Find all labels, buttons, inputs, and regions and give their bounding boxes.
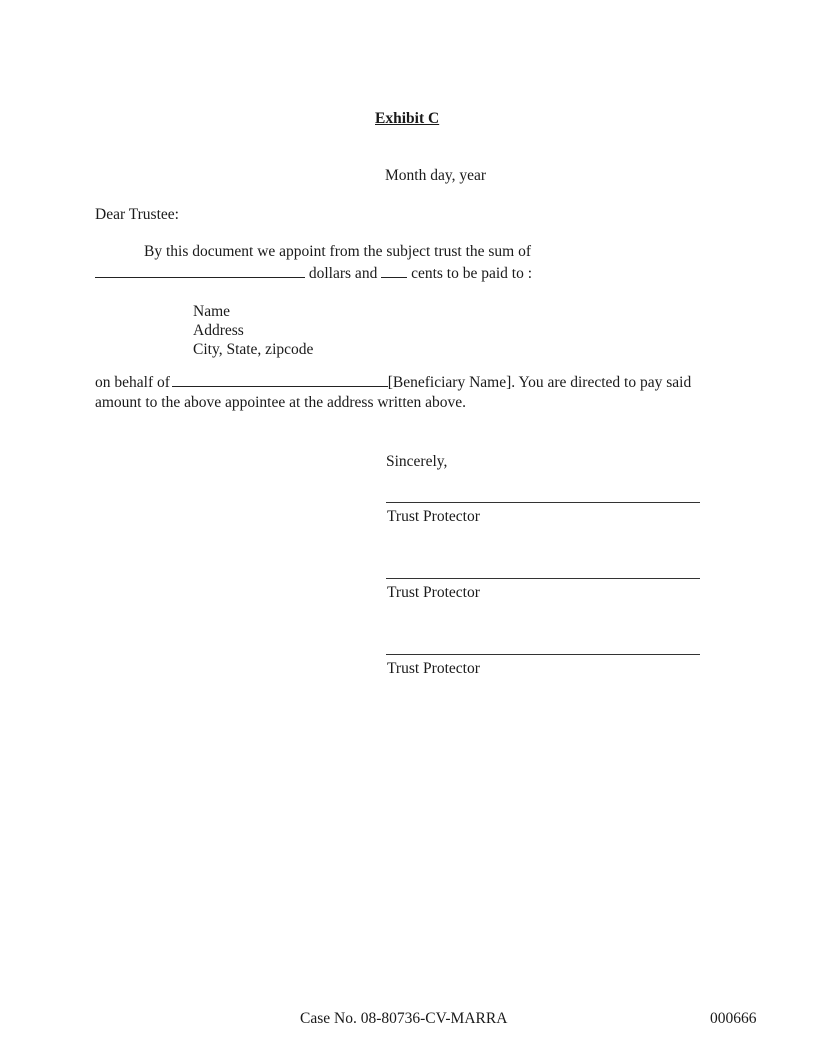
paragraph1-line1: By this document we appoint from the subject trust the sum of xyxy=(144,243,532,260)
footer-case-number: Case No. 08-80736-CV-MARRA xyxy=(300,1010,508,1027)
beneficiary-blank xyxy=(172,372,388,387)
address-street: Address xyxy=(193,322,244,339)
salutation: Dear Trustee: xyxy=(95,206,179,223)
footer-bates-number: 000666 xyxy=(710,1010,757,1027)
cents-text: cents to be paid to : xyxy=(411,265,533,282)
address-block xyxy=(193,302,313,359)
exhibit-title: Exhibit C xyxy=(375,110,440,127)
dollars-blank xyxy=(95,263,305,278)
beneficiary-suffix-text: [Beneficiary Name]. You are directed to pay said xyxy=(387,374,692,391)
dollars-text: dollars and xyxy=(308,265,378,282)
address-name: Name xyxy=(193,303,231,320)
signature-line-3 xyxy=(386,654,700,655)
cents-blank xyxy=(381,263,407,278)
signature-line-1 xyxy=(386,502,700,503)
paragraph2-line1 xyxy=(95,372,691,392)
signature-label-1: Trust Protector xyxy=(387,508,480,525)
signature-label-2: Trust Protector xyxy=(387,584,480,601)
address-city-state-zip: City, State, zipcode xyxy=(193,341,314,358)
paragraph1-line2 xyxy=(95,263,532,283)
signature-label-3: Trust Protector xyxy=(387,660,480,677)
paragraph2-line2: amount to the above appointee at the address written above. xyxy=(95,394,467,411)
on-behalf-of-text: on behalf of xyxy=(95,374,170,391)
signature-line-2 xyxy=(386,578,700,579)
closing: Sincerely, xyxy=(386,453,448,470)
date-line: Month day, year xyxy=(385,167,487,184)
